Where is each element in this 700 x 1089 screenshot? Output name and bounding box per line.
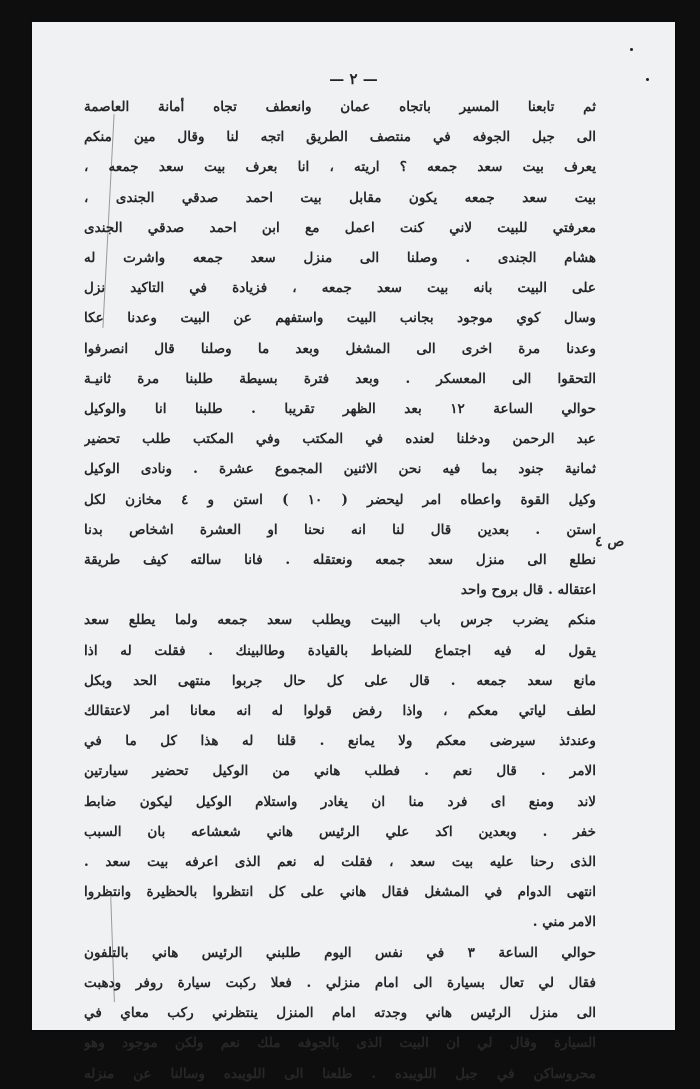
text-line: السيارة وقال لي ان البيت الذى بالجوفه ملك نعم ولكن موجود وهو: [84, 1035, 596, 1052]
text-line: لاند ومنع اى فرد منا ان يغادر واستلام الوكيل ليكون ضابط: [84, 793, 596, 810]
text-line: وكيل القوة واعطاه امر ليحضر ( ١٠ ) استن و ٤ مخازن لكل: [84, 491, 596, 508]
text-line: وعدنا مرة اخرى الى المشغل وبعد ما وصلنا قال انصرفوا: [84, 340, 596, 357]
text-line: هشام الجندى . وصلنا الى منزل سعد جمعه واشرت له: [84, 250, 596, 267]
text-line: وسال كوي موجود بجانب البيت واستفهم عن البيت وعدنا عكا: [84, 310, 596, 327]
scan-speck: [630, 48, 633, 51]
text-line: الامر . قال نعم . فطلب هاني من الوكيل تحضير سيارتين: [84, 763, 596, 780]
text-line: وعندئذ سيرضى معكم ولا يمانع . قلنا له هذا كل ما في: [84, 733, 596, 750]
text-line: انتهى الدوام في المشغل فقال هاني على كل انتظروا بالحظيرة وانتظروا: [84, 884, 596, 901]
text-line: محروساكن في جبل اللويبده . طلعنا الى اللويبده وسالنا عن منزله: [84, 1065, 596, 1082]
text-line: لطف لياتي معكم ، واذا رفض قولوا له انه معانا امر لاعتقالك: [84, 703, 596, 720]
text-line: يعرف بيت سعد جمعه ؟ اريته ، انا بعرف بيت سعد جمعه ،: [84, 159, 596, 176]
text-line: ثم تابعنا المسير باتجاه عمان وانعطف تجاه أمانة العاصمة: [84, 99, 596, 115]
text-line: منكم يضرب جرس باب البيت ويطلب سعد جمعه ولما يطلع سعد: [84, 612, 596, 629]
text-line: اعتقاله . قال بروح واحد: [460, 582, 596, 599]
text-line: ثمانية جنود بما فيه نحن الاثنين المجموع عشرة . ونادى الوكيل: [84, 461, 596, 478]
text-line: على البيت بانه بيت سعد جمعه ، فزيادة في التاكيد نزل: [84, 280, 596, 297]
margin-note: ص ٤: [595, 534, 625, 550]
document-page: [32, 22, 675, 1082]
text-line: مانع سعد جمعه . قال على كل حال جربوا منتهى الحد وبكل: [84, 672, 596, 689]
text-line: الامر مني .: [532, 914, 596, 931]
document-body-text: [84, 92, 596, 1089]
text-line: عبد الرحمن ودخلنا لعنده في المكتب وفي المكتب طلب تحضير: [84, 431, 596, 448]
text-line: نطلع الى منزل سعد جمعه ونعتقله . فانا سالته كيف طريقة: [84, 552, 596, 569]
text-line: الذى رحنا عليه بيت سعد ، فقلت له نعم الذى اعرفه بيت سعد .: [84, 854, 596, 871]
text-line: معرفتي للبيت لاني كنت اعمل مع ابن احمد صدقي الجندى: [84, 219, 596, 236]
text-line: استن . بعدين قال لنا انه نحنا او العشرة اشخاص بدنا: [84, 521, 596, 538]
text-line: فقال لي تعال بسيارة الى امام منزلي . فعلا ركبت سيارة روفر ودهبت: [84, 974, 596, 991]
text-line: يقول له فيه اجتماع للضباط بالقيادة وطالبينك . فقلت له اذا: [84, 642, 596, 659]
text-line: خفر . وبعدين اكد علي الرئيس هاني شعشاعه بان السبب: [84, 823, 596, 840]
text-line: بيت سعد جمعه يكون مقابل بيت احمد صدقي الجندى ،: [84, 189, 596, 206]
scan-speck: [646, 78, 649, 81]
text-line: الى منزل الرئيس هاني وجدته امام المنزل ينتظرني ركب معاي في: [84, 1005, 596, 1022]
text-line: حوالي الساعة ٣ في نفس اليوم طلبني الرئيس هاني بالتلفون: [84, 944, 596, 961]
page-number: — ٢ —: [329, 70, 378, 88]
text-line: الى جبل الجوفه في منتصف الطريق اتجه لنا وقال مين منكم: [84, 129, 596, 146]
text-line: التحقوا الى المعسكر . وبعد فترة بسيطة طلبنا مرة ثانيـة: [84, 370, 596, 387]
text-line: حوالي الساعة ١٢ بعد الظهر تقريبا . طلبنا انا والوكيل: [84, 401, 596, 418]
